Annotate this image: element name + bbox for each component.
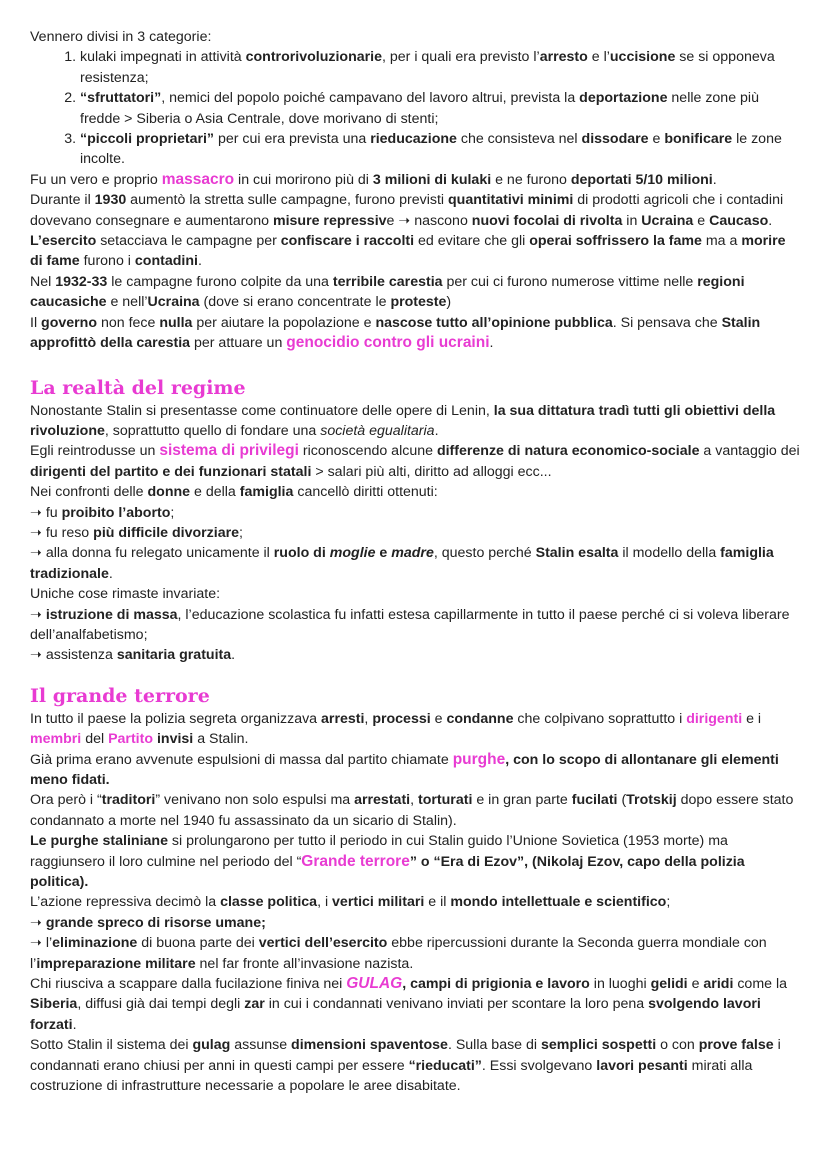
paragraph: Chi riusciva a scappare dalla fucilazione finiva nei GULAG, campi di prigionia e lavoro in luoghi gelidi e aridi come la Siberia, diffusi già dai tempi degli zar in cui i condannati venivano inviati per scontare la loro pena svolgendo lavori forzati. xyxy=(30,975,788,1033)
categories-list xyxy=(30,47,800,169)
paragraph: Ora però i “traditori” venivano non solo espulsi ma arrestati, torturati e in gran parte fucilati (Trotskij dopo essere stato condannato a morte nel 1940 fu assassinato da un sicario di Stalin). xyxy=(30,792,794,829)
arrow-point: ➝ fu reso più difficile divorziare; xyxy=(30,524,243,541)
paragraph: Nel 1932-33 le campagne furono colpite da una terribile carestia per cui ci furono numerose vittime nelle regioni caucasiche e nell’Ucraina (dove si erano concentrate le proteste) xyxy=(30,273,745,311)
arrow-point: ➝ grande spreco di risorse umane; xyxy=(30,914,266,931)
paragraph: L’esercito setacciava le campagne per confiscare i raccolti ed evitare che gli operai soffrissero la fame ma a morire di fame furono i contadini. xyxy=(30,233,786,270)
paragraph: Nei confronti delle donne e della famiglia cancellò diritti ottenuti: xyxy=(30,484,438,501)
arrow-point: ➝ alla donna fu relegato unicamente il ruolo di moglie e madre, questo perché Stalin esalta il modello della famiglia tradizionale. xyxy=(30,545,774,582)
document-page xyxy=(30,27,800,1097)
paragraph: Fu un vero e proprio massacro in cui morirono più di 3 milioni di kulaki e ne furono deportati 5/10 milioni. xyxy=(30,170,717,188)
paragraph: In tutto il paese la polizia segreta organizzava arresti, processi e condanne che colpivano soprattutto i dirigenti e i membri del Partito invisi a Stalin. xyxy=(30,710,762,748)
paragraph: Egli reintrodusse un sistema di privilegi riconoscendo alcune differenze di natura economico-sociale a vantaggio dei dirigenti del partito e dei funzionari statali > salari più alti, diritto ad alloggi ecc... xyxy=(30,442,800,480)
paragraph: Già prima erano avvenute espulsioni di massa dal partito chiamate purghe, con lo scopo di allontanare gli elementi meno fidati. xyxy=(30,750,779,788)
section-heading: Il grande terrore xyxy=(30,684,210,707)
paragraph: Durante il 1930 aumentò la stretta sulle campagne, furono previsti quantitativi minimi di prodotti agricoli che i contadini dovevano consegnare e aumentarono misure repressive ➝ nascono nuovi focolai di rivolta in Ucraina e Caucaso. xyxy=(30,192,784,229)
section-heading: La realtà del regime xyxy=(30,376,246,399)
paragraph: Il governo non fece nulla per aiutare la popolazione e nascose tutto all’opinione pubblica. Si pensava che Stalin approfittò della carestia per attuare un genocidio contro gli ucraini. xyxy=(30,314,761,352)
list-item: 2. “sfruttatori”, nemici del popolo poiché campavano del lavoro altrui, prevista la deportazione nelle zone più fredde > Siberia o Asia Centrale, dove morivano di stenti; xyxy=(80,88,800,129)
paragraph: L’azione repressiva decimò la classe politica, i vertici militari e il mondo intellettuale e scientifico; xyxy=(30,894,671,911)
paragraph: Sotto Stalin il sistema dei gulag assunse dimensioni spaventose. Sulla base di semplici sospetti o con prove false i condannati erano chiusi per anni in questi campi per essere “rieducati”. Essi svolgevano lavori pesanti mirati alla costruzione di infrastrutture necessarie a popolare le aree disabitate. xyxy=(30,1037,781,1095)
arrow-point: ➝ l’eliminazione di buona parte dei vertici dell’esercito ebbe ripercussioni durante la Seconda guerra mondiale con l’impreparazione militare nel far fronte all’invasione nazista. xyxy=(30,935,767,972)
paragraph: Nonostante Stalin si presentasse come continuatore delle opere di Lenin, la sua dittatura tradì tutti gli obiettivi della rivoluzione, soprattutto quello di fondare una società egualitaria. xyxy=(30,402,776,439)
list-item: 3. “piccoli proprietari” per cui era prevista una rieducazione che consisteva nel dissodare e bonificare le zone incolte. xyxy=(80,129,800,170)
list-item: 1. kulaki impegnati in attività controrivoluzionarie, per i quali era previsto l’arresto e l’uccisione se si opponeva resistenza; xyxy=(80,47,800,88)
paragraph: Uniche cose rimaste invariate: xyxy=(30,586,221,603)
arrow-point: ➝ assistenza sanitaria gratuita. xyxy=(30,647,236,664)
intro-line: Vennero divisi in 3 categorie: xyxy=(30,29,212,45)
arrow-point: ➝ istruzione di massa, l’educazione scolastica fu infatti estesa capillarmente in tutto il paese perché ci si voleva liberare dell’analfabetismo; xyxy=(30,606,790,643)
paragraph: Le purghe staliniane si prolungarono per tutto il periodo in cui Stalin guido l’Unione Sovietica (1953 morte) ma raggiunsero il loro culmine nel periodo del “Grande terrore” o “Era di Ezov”, (Nikolaj Ezov, capo della polizia politica). xyxy=(30,833,745,891)
arrow-point: ➝ fu proibito l’aborto; xyxy=(30,504,175,521)
